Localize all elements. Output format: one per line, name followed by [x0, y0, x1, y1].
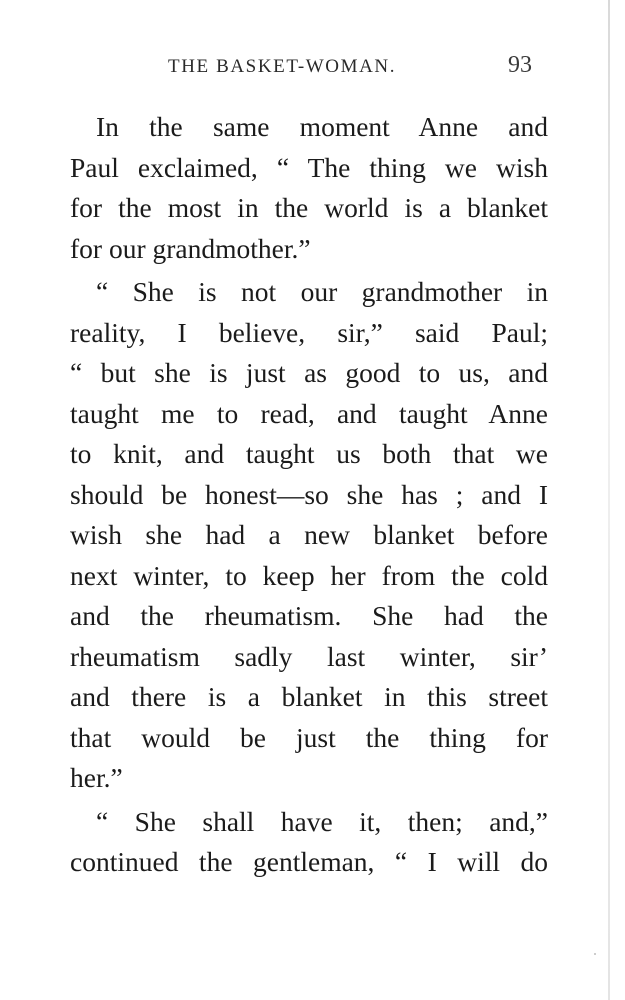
text-line: Paul exclaimed, “ The thing we wish — [70, 151, 548, 183]
text-line: and there is a blanket in this street — [70, 681, 548, 712]
text-line: next winter, to keep her from the cold — [70, 559, 548, 591]
text-line: and the rheumatism. She had the — [70, 600, 548, 631]
text-line: wish she had a new blanket before — [70, 519, 548, 550]
text-line: for our grandmother.” — [70, 232, 311, 264]
text-line: “ but she is just as good to us, and — [70, 357, 548, 388]
paragraph-2 — [70, 272, 548, 799]
paragraph-1 — [70, 107, 548, 269]
text-line: taught me to read, and taught Anne — [70, 397, 548, 429]
text-line: reality, I believe, sir,” said Paul; — [70, 316, 548, 348]
text-line: rheumatism sadly last winter, sir’ — [70, 640, 548, 672]
page-number: 93 — [508, 52, 532, 78]
paragraph-3 — [70, 802, 548, 883]
text-line: should be honest—so she has ; and I — [70, 478, 548, 510]
running-head — [0, 52, 560, 86]
page-edge-shadow — [608, 0, 610, 1000]
body-text — [70, 107, 548, 883]
text-line: for the most in the world is a blanket — [70, 192, 548, 223]
print-speck — [594, 953, 596, 955]
running-title: THE BASKET-WOMAN. — [168, 56, 397, 77]
text-line: her.” — [70, 762, 123, 793]
text-line: that would be just the thing for — [70, 721, 548, 753]
text-line: “ She is not our grandmother in — [96, 276, 548, 307]
text-line: In the same moment Anne and — [96, 111, 548, 142]
text-line: continued the gentleman, “ I will do — [70, 846, 548, 877]
text-line: to knit, and taught us both that we — [70, 438, 548, 469]
text-line: “ She shall have it, then; and,” — [96, 805, 548, 837]
